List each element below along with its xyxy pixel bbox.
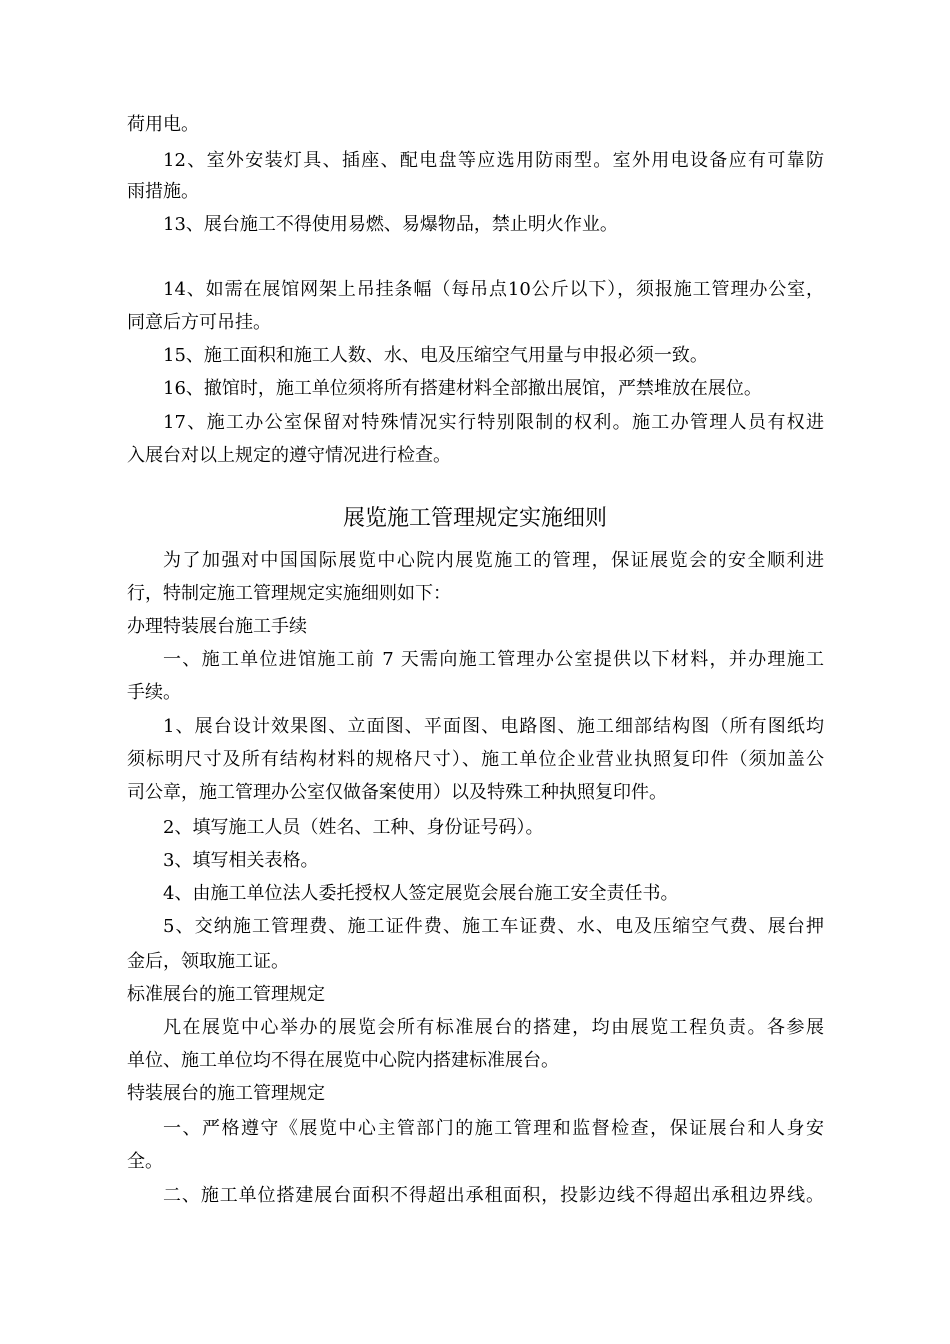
text-line: 同意后方可吊挂。 bbox=[127, 312, 271, 333]
text-line: 行，特制定施工管理规定实施细则如下： bbox=[127, 583, 451, 604]
text-line: 5、交纳施工管理费、施工证件费、施工车证费、水、电及压缩空气费、展台押 bbox=[163, 916, 824, 937]
text-line: 须标明尺寸及所有结构材料的规格尺寸）、施工单位企业营业执照复印件（须加盖公 bbox=[127, 749, 824, 770]
text-line: 15、施工面积和施工人数、水、电及压缩空气用量与申报必须一致。 bbox=[163, 345, 708, 366]
text-line: 2、填写施工人员（姓名、工种、身份证号码）。 bbox=[163, 817, 544, 838]
text-line: 1、展台设计效果图、立面图、平面图、电路图、施工细部结构图（所有图纸均 bbox=[163, 716, 824, 737]
text-line: 手续。 bbox=[127, 682, 181, 703]
text-line: 全。 bbox=[127, 1151, 163, 1172]
text-line: 一、严格遵守《展览中心主管部门的施工管理和监督检查，保证展台和人身安 bbox=[163, 1118, 824, 1139]
text-line: 为了加强对中国国际展览中心院内展览施工的管理，保证展览会的安全顺利进 bbox=[163, 550, 824, 571]
text-line: 金后，领取施工证。 bbox=[127, 951, 289, 972]
section-title: 展览施工管理规定实施细则 bbox=[342, 506, 607, 531]
subheading: 办理特装展台施工手续 bbox=[127, 616, 307, 637]
text-line: 雨措施。 bbox=[127, 181, 199, 202]
text-line: 14、如需在展馆网架上吊挂条幅（每吊点10公斤以下），须报施工管理办公室， bbox=[163, 279, 824, 300]
text-line: 3、填写相关表格。 bbox=[163, 850, 319, 871]
subheading: 特装展台的施工管理规定 bbox=[127, 1083, 325, 1104]
text-line: 凡在展览中心举办的展览会所有标准展台的搭建，均由展览工程负责。各参展 bbox=[163, 1017, 824, 1038]
text-line: 司公章，施工管理办公室仅做备案使用）以及特殊工种执照复印件。 bbox=[127, 782, 667, 803]
text-line: 荷用电。 bbox=[127, 114, 199, 135]
text-line: 13、展台施工不得使用易燃、易爆物品，禁止明火作业。 bbox=[163, 214, 618, 235]
text-line: 入展台对以上规定的遵守情况进行检查。 bbox=[127, 445, 451, 466]
text-line: 单位、施工单位均不得在展览中心院内搭建标准展台。 bbox=[127, 1050, 559, 1071]
text-line: 12、室外安装灯具、插座、配电盘等应选用防雨型。室外用电设备应有可靠防 bbox=[163, 150, 824, 171]
text-line: 二、施工单位搭建展台面积不得超出承租面积，投影边线不得超出承租边界线。 bbox=[163, 1185, 824, 1206]
text-line: 一、施工单位进馆施工前 7 天需向施工管理办公室提供以下材料，并办理施工 bbox=[163, 649, 824, 670]
text-line: 4、由施工单位法人委托授权人签定展览会展台施工安全责任书。 bbox=[163, 883, 679, 904]
subheading: 标准展台的施工管理规定 bbox=[127, 984, 325, 1005]
text-line: 16、撤馆时，施工单位须将所有搭建材料全部撤出展馆，严禁堆放在展位。 bbox=[163, 378, 762, 399]
text-line: 17、施工办公室保留对特殊情况实行特别限制的权利。施工办管理人员有权进 bbox=[163, 412, 824, 433]
